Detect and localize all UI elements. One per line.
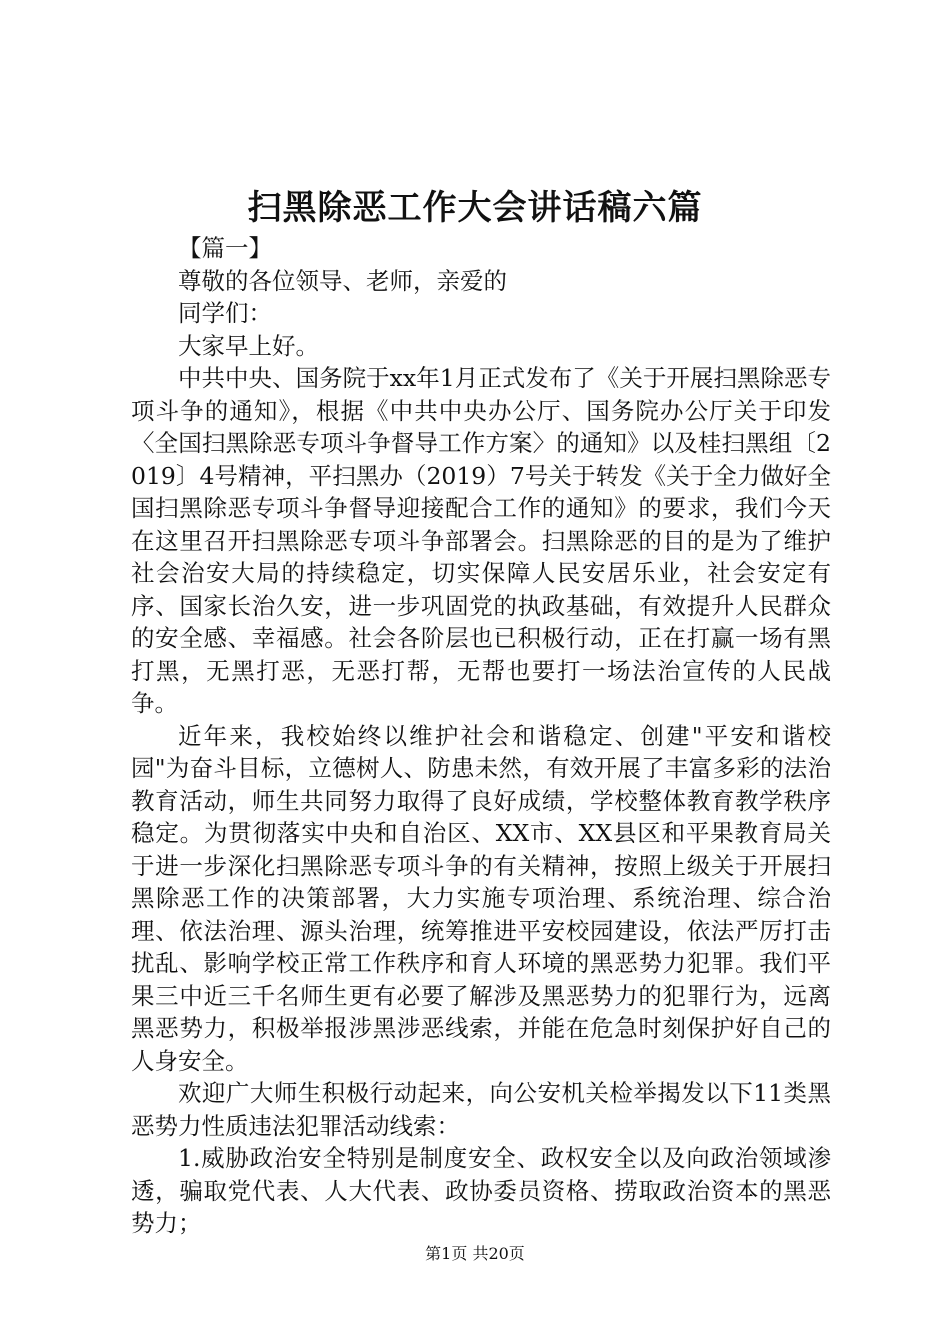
page-number-footer: 第1页 共20页 bbox=[425, 1244, 525, 1263]
body-paragraph: 近年来，我校始终以维护社会和谐稳定、创建"平安和谐校园"为奋斗目标，立德树人、防患未然，有效开展了丰富多彩的法治教育活动，师生共同努力取得了良好成绩，学校整体教育教学秩序稳定。为贯彻落实中央和自治区、XX市、XX县区和平果教育局关于进一步深化扫黑除恶专项斗争的有关精神，按照上级关于开展扫黑除恶工作的决策部署，大力实施专项治理、系统治理、综合治理、依法治理、源头治理，统筹推进平安校园建设，依法严厉打击扰乱、影响学校正常工作秩序和育人环境的黑恶势力犯罪。我们平果三中近三千名师生更有必要了解涉及黑恶势力的犯罪行为，远离黑恶势力，积极举报涉黑涉恶线索，并能在危急时刻保护好自己的人身安全。 bbox=[131, 721, 831, 1075]
list-item: 1.威胁政治安全特别是制度安全、政权安全以及向政治领域渗透，骗取党代表、人大代表、政协委员资格、捞取政治资本的黑恶势力； bbox=[131, 1144, 831, 1237]
body-paragraph: 中共中央、国务院于xx年1月正式发布了《关于开展扫黑除恶专项斗争的通知》，根据《中共中央办公厅、国务院办公厅关于印发〈全国扫黑除恶专项斗争督导工作方案〉的通知》以及桂扫黑组〔2019〕4号精神，平扫黑办（2019）7号关于转发《关于全力做好全国扫黑除恶专项斗争督导迎接配合工作的通知》的要求，我们今天在这里召开扫黑除恶专项斗争部署会。扫黑除恶的目的是为了维护社会治安大局的持续稳定，切实保障人民安居乐业，社会安定有序、国家长治久安，进一步巩固党的执政基础，有效提升人民群众的安全感、幸福感。社会各阶层也已积极行动，正在打赢一场有黑打黑，无黑打恶，无恶打帮，无帮也要打一场法治宣传的人民战争。 bbox=[131, 364, 831, 717]
document-body bbox=[131, 232, 831, 1240]
document-title: 扫黑除恶工作大会讲话稿六篇 bbox=[247, 188, 703, 228]
section-heading: 【篇一】 bbox=[178, 234, 272, 262]
salutation-line: 尊敬的各位领导、老师，亲爱的 bbox=[178, 266, 507, 295]
salutation-line: 同学们： bbox=[178, 299, 272, 327]
greeting-paragraph: 大家早上好。 bbox=[178, 331, 319, 360]
body-paragraph: 欢迎广大师生积极行动起来，向公安机关检举揭发以下11类黑恶势力性质违法犯罪活动线索： bbox=[131, 1079, 831, 1140]
